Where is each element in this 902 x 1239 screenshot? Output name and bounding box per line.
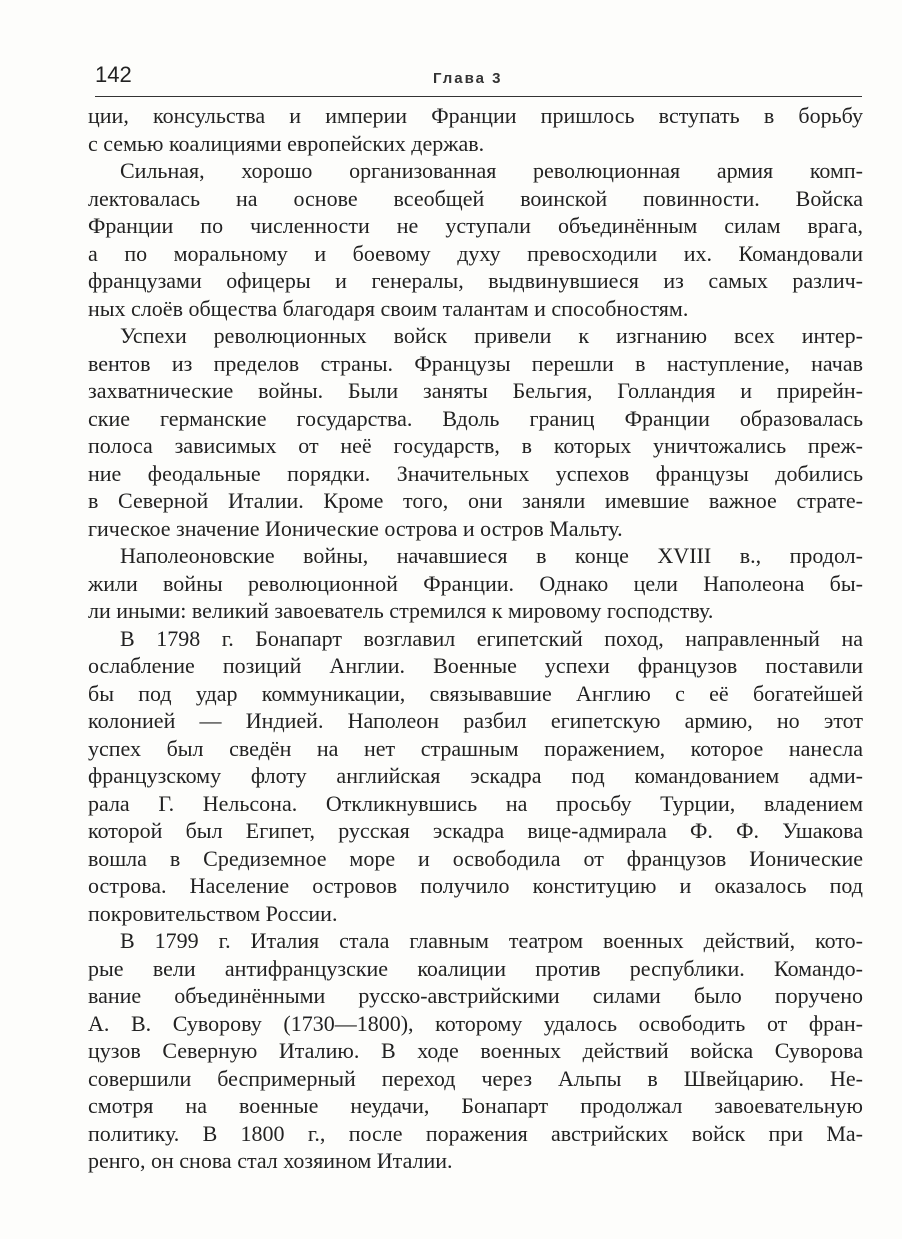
page-number: 142 bbox=[95, 62, 132, 87]
text-line: ли иными: великий завоеватель стремился к мировому господству. bbox=[88, 598, 714, 623]
text-line: вание объединёнными русско-австрийскими силами было поручено bbox=[88, 983, 863, 1008]
text-line: успех был сведён на нет страшным поражением, которое нанесла bbox=[88, 735, 863, 761]
text-line: ции, консульства и империи Франции пришлось вступать в борьбу bbox=[88, 103, 863, 128]
text-line: колонией — Индией. Наполеон разбил египетскую армию, но этот bbox=[88, 708, 863, 733]
text-line: ние феодальные порядки. Значительных успехов французы добились bbox=[88, 460, 863, 486]
text-line: ренго, он снова стал хозяином Италии. bbox=[88, 1148, 453, 1173]
paragraph bbox=[88, 625, 863, 928]
text-line: жили войны революционной Франции. Однако цели Наполеона бы- bbox=[88, 570, 863, 596]
paragraph bbox=[88, 157, 863, 322]
paragraph bbox=[88, 542, 863, 625]
text-line: Франции по численности не уступали объединённым силам врага, bbox=[88, 213, 863, 238]
text-line: бы под удар коммуникации, связывавшие Англию с её богатейшей bbox=[88, 680, 863, 706]
text-line: а по моральному и боевому духу превосходили их. Командовали bbox=[88, 240, 863, 266]
text-line: цузов Северную Италию. В ходе военных действий войска Суворова bbox=[88, 1038, 863, 1063]
text-line: Успехи революционных войск привели к изгнанию всех интер- bbox=[120, 323, 863, 348]
text-line: совершили беспримерный переход через Альпы в Швейцарию. Не- bbox=[88, 1065, 863, 1091]
text-line: В 1799 г. Италия стала главным театром военных действий, кото- bbox=[120, 928, 863, 953]
text-line: ослабление позиций Англии. Военные успехи французов поставили bbox=[88, 653, 863, 678]
paragraph bbox=[88, 322, 863, 542]
text-line: рые вели антифранцузские коалиции против республики. Командо- bbox=[88, 955, 863, 981]
text-line: острова. Население островов получило конституцию и оказалось под bbox=[88, 873, 863, 898]
text-line: лектовалась на основе всеобщей воинской повинности. Войска bbox=[88, 185, 863, 211]
text-line: ские германские государства. Вдоль границ Франции образовалась bbox=[88, 405, 863, 431]
text-line: Сильная, хорошо организованная революционная армия комп- bbox=[120, 158, 863, 183]
text-line: В 1798 г. Бонапарт возглавил египетский поход, направленный на bbox=[120, 625, 863, 651]
text-line: вошла в Средиземное море и освободила от французов Ионические bbox=[88, 845, 863, 871]
text-line: Наполеоновские войны, начавшиеся в конце XVIII в., продол- bbox=[120, 543, 863, 568]
text-line: А. В. Суворову (1730—1800), которому удалось освободить от фран- bbox=[88, 1010, 863, 1036]
text-line: рала Г. Нельсона. Откликнувшись на просьбу Турции, владением bbox=[88, 790, 863, 816]
text-line: полоса зависимых от неё государств, в которых уничтожались преж- bbox=[88, 433, 863, 458]
chapter-title: Глава 3 bbox=[433, 70, 503, 87]
text-line: покровительством России. bbox=[88, 900, 338, 926]
text-line: гическое значение Ионические острова и остров Мальту. bbox=[88, 515, 623, 541]
text-line: захватнические войны. Были заняты Бельгия, Голландия и прирейн- bbox=[88, 378, 863, 403]
text-line: смотря на военные неудачи, Бонапарт продолжал завоевательную bbox=[88, 1093, 863, 1118]
text-line: вентов из пределов страны. Французы перешли в наступление, начав bbox=[88, 350, 863, 376]
page-header bbox=[95, 60, 862, 97]
text-line: ных слоёв общества благодаря своим талантам и способностям. bbox=[88, 295, 689, 321]
text-line: которой был Египет, русская эскадра вице-адмирала Ф. Ф. Ушакова bbox=[88, 818, 863, 843]
text-line: французскому флоту английская эскадра под командованием адми- bbox=[88, 763, 863, 788]
text-line: в Северной Италии. Кроме того, они заняли имевшие важное страте- bbox=[88, 488, 863, 513]
text-line: французами офицеры и генералы, выдвинувшиеся из самых различ- bbox=[88, 268, 863, 293]
paragraph bbox=[88, 927, 863, 1175]
body-text bbox=[88, 102, 863, 1175]
text-line: политику. В 1800 г., после поражения австрийских войск при Ма- bbox=[88, 1120, 863, 1146]
text-line: с семью коалициями европейских держав. bbox=[88, 130, 485, 156]
paragraph bbox=[88, 102, 863, 157]
